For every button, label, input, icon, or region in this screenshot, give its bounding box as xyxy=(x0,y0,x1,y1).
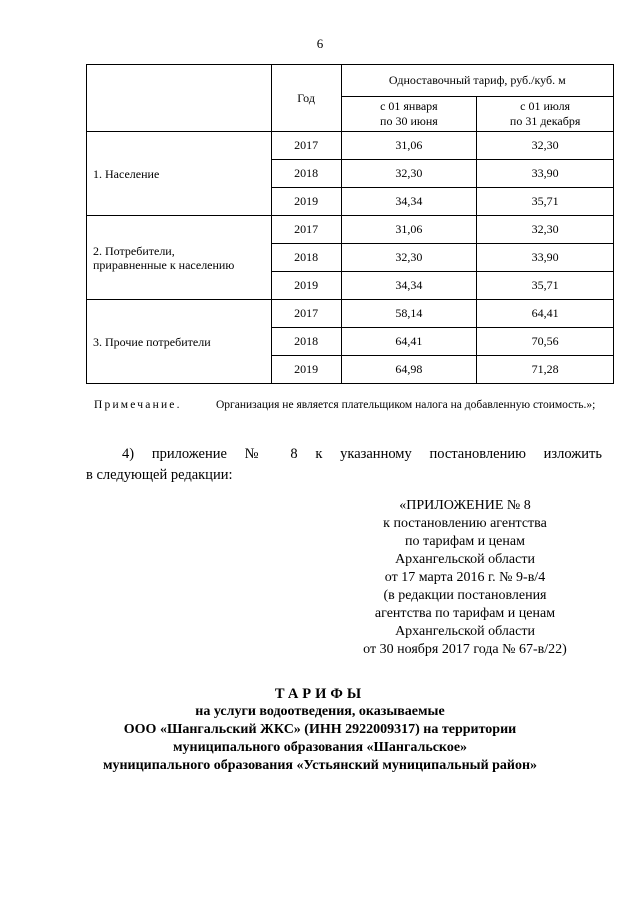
amendment-paragraph xyxy=(86,444,602,486)
title-lines xyxy=(0,703,640,775)
title-heading: ТАРИФЫ xyxy=(274,686,366,702)
year-cell: 2018 xyxy=(271,328,341,356)
appendix-line: Архангельской области xyxy=(395,624,535,639)
tariff-period-2-cell: 35,71 xyxy=(477,272,614,300)
tariff-title xyxy=(0,685,640,775)
tariff-period-2-cell: 35,71 xyxy=(477,188,614,216)
tariff-period-2-cell: 32,30 xyxy=(477,216,614,244)
appendix-line: от 17 марта 2016 г. № 9-в/4 xyxy=(384,570,546,585)
year-cell: 2019 xyxy=(271,188,341,216)
category-cell xyxy=(87,300,272,384)
category-cell xyxy=(87,132,272,216)
title-line: ООО «Шангальский ЖКС» (ИНН 2922009317) на территории xyxy=(123,722,517,737)
tariff-period-1-cell: 64,41 xyxy=(341,328,477,356)
title-line: муниципального образования «Шангальское» xyxy=(172,740,468,755)
appendix-line: Архангельской области xyxy=(395,552,535,567)
header-category-cell xyxy=(87,65,272,132)
paragraph-line-2: в следующей редакции: xyxy=(86,467,233,483)
tariff-period-2-cell: 32,30 xyxy=(477,132,614,160)
appendix-line: к постановлению агентства xyxy=(383,516,547,531)
tariff-period-1-cell: 31,06 xyxy=(341,216,477,244)
tariff-table xyxy=(86,64,614,384)
year-cell: 2018 xyxy=(271,244,341,272)
tariff-period-1-cell: 64,98 xyxy=(341,356,477,384)
year-cell: 2017 xyxy=(271,132,341,160)
year-cell: 2019 xyxy=(271,356,341,384)
tariff-period-2-cell: 70,56 xyxy=(477,328,614,356)
category-label-line: приравненные к населению xyxy=(93,257,235,272)
paragraph-line-1: 4) приложение № 8 к указанному постановлению изложить xyxy=(122,446,602,462)
tariff-period-2-cell: 33,90 xyxy=(477,244,614,272)
tariff-period-2-cell: 64,41 xyxy=(477,300,614,328)
tariff-period-1-cell: 58,14 xyxy=(341,300,477,328)
header-period-1: с 01 января по 30 июня xyxy=(341,97,477,132)
tariff-period-1-cell: 34,34 xyxy=(341,272,477,300)
appendix-line: от 30 ноября 2017 года № 67-в/22) xyxy=(363,642,567,657)
page-number: 6 xyxy=(316,36,324,51)
appendix-line: «ПРИЛОЖЕНИЕ № 8 xyxy=(399,498,531,513)
category-label-line: 3. Прочие потребители xyxy=(93,334,211,349)
table-row xyxy=(87,300,614,328)
year-cell: 2017 xyxy=(271,300,341,328)
tariff-period-1-cell: 32,30 xyxy=(341,244,477,272)
appendix-line: агентства по тарифам и ценам xyxy=(374,606,556,621)
note-text: Организация не является плательщиком налога на добавленную стоимость.»; xyxy=(216,399,596,411)
header-year: Год xyxy=(271,65,341,132)
appendix-line: (в редакции постановления xyxy=(383,588,547,603)
header-period-2: с 01 июля по 31 декабря xyxy=(477,97,614,132)
table-row xyxy=(87,132,614,160)
tariff-period-2-cell: 71,28 xyxy=(477,356,614,384)
tariff-period-1-cell: 34,34 xyxy=(341,188,477,216)
appendix-line: по тарифам и ценам xyxy=(405,534,525,549)
tariff-period-1-cell: 31,06 xyxy=(341,132,477,160)
title-line: муниципального образования «Устьянский муниципальный район» xyxy=(102,758,538,773)
category-label-line: 1. Население xyxy=(93,166,160,181)
tariff-period-1-cell: 32,30 xyxy=(341,160,477,188)
header-tariff: Одноставочный тариф, руб./куб. м xyxy=(341,65,613,97)
year-cell: 2018 xyxy=(271,160,341,188)
appendix-reference xyxy=(330,497,600,659)
table-row xyxy=(87,216,614,244)
year-cell: 2017 xyxy=(271,216,341,244)
title-line: на услуги водоотведения, оказываемые xyxy=(195,704,445,719)
year-cell: 2019 xyxy=(271,272,341,300)
tariff-period-2-cell: 33,90 xyxy=(477,160,614,188)
category-label-line: 2. Потребители, xyxy=(93,243,175,258)
category-cell xyxy=(87,216,272,300)
note-label: Примечание. xyxy=(94,399,182,411)
